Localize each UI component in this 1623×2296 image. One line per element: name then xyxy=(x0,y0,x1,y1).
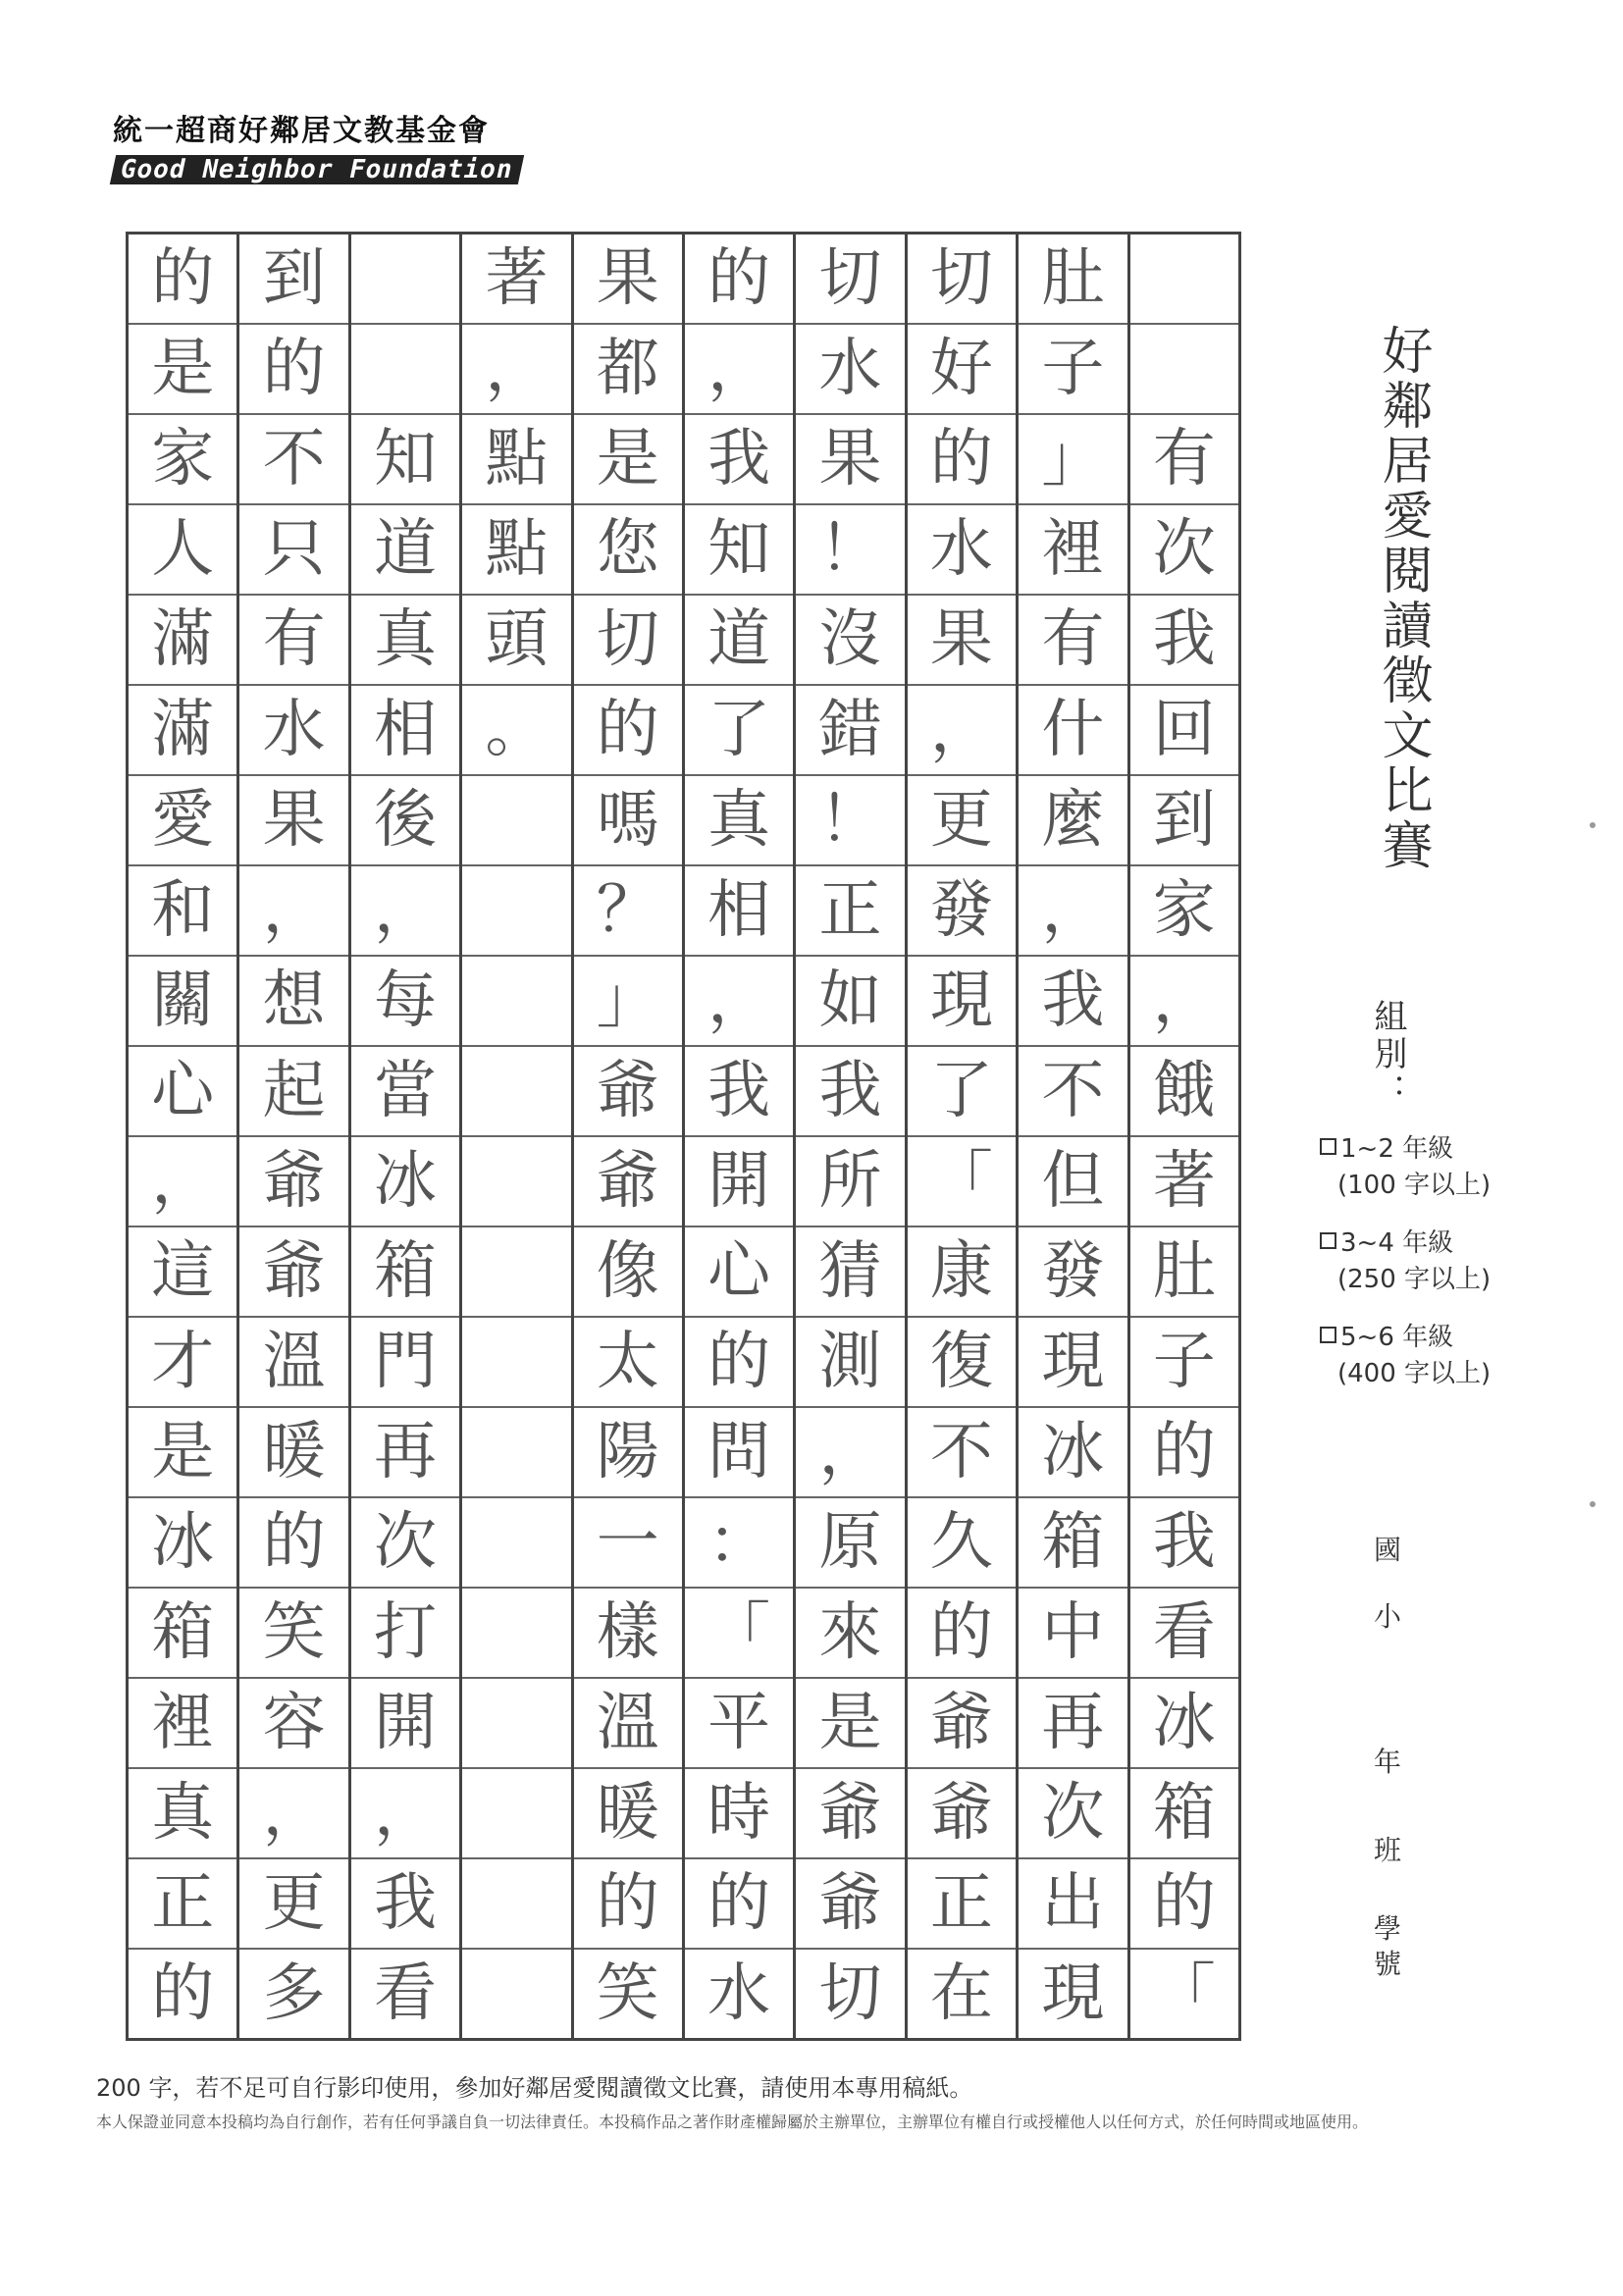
manuscript-cell: 但 xyxy=(1019,1137,1126,1227)
manuscript-cell: 到 xyxy=(239,232,347,325)
manuscript-column xyxy=(1130,232,1241,2041)
manuscript-cell: 的 xyxy=(1130,1408,1238,1498)
manuscript-cell: 的 xyxy=(685,1859,793,1950)
manuscript-column xyxy=(462,232,573,2041)
footer-disclaimer: 本人保證並同意本投稿均為自行創作，若有任何爭議自負一切法律責任。本投稿作品之著作財產權歸屬於主辦單位，主辦單位有權自行或授權他人以任何方式，於任何時間或地區使用。 xyxy=(96,2113,1369,2131)
class-label: 班 xyxy=(1374,1834,1402,1866)
manuscript-cell: ， xyxy=(351,866,459,957)
manuscript-cell: 暖 xyxy=(239,1408,347,1498)
contest-title: 好鄰居愛閱讀徵文比賽 xyxy=(1373,324,1432,873)
manuscript-cell: 麼 xyxy=(1019,776,1126,866)
manuscript-column xyxy=(574,232,685,2041)
manuscript-cell: 猜 xyxy=(796,1227,904,1318)
manuscript-cell: 樣 xyxy=(574,1589,682,1679)
manuscript-cell: 發 xyxy=(1019,1227,1126,1318)
manuscript-cell xyxy=(351,325,459,415)
manuscript-cell: 水 xyxy=(796,325,904,415)
checkbox-icon[interactable] xyxy=(1320,1232,1336,1249)
manuscript-cell: 更 xyxy=(239,1859,347,1950)
manuscript-cell: 不 xyxy=(908,1408,1016,1498)
grade-option-3-4[interactable] xyxy=(1320,1223,1491,1295)
manuscript-cell: 的 xyxy=(239,325,347,415)
manuscript-cell: 次 xyxy=(1130,505,1238,596)
manuscript-cell: 爺 xyxy=(796,1769,904,1859)
manuscript-cell xyxy=(462,1047,570,1137)
manuscript-cell: 道 xyxy=(685,596,793,686)
manuscript-cell: 我 xyxy=(796,1047,904,1137)
manuscript-cell: ： xyxy=(685,1498,793,1589)
manuscript-cell: 裡 xyxy=(1019,505,1126,596)
manuscript-cell: 道 xyxy=(351,505,459,596)
manuscript-cell: 我 xyxy=(685,415,793,505)
manuscript-cell: 著 xyxy=(462,232,570,325)
manuscript-cell: 溫 xyxy=(239,1318,347,1408)
manuscript-cell: 點 xyxy=(462,505,570,596)
manuscript-cell: 中 xyxy=(1019,1589,1126,1679)
manuscript-cell: 久 xyxy=(908,1498,1016,1589)
manuscript-cell: 果 xyxy=(239,776,347,866)
student-number-suffix: 號 xyxy=(1374,1948,1402,1980)
manuscript-cell xyxy=(462,1679,570,1769)
manuscript-cell: 爺 xyxy=(239,1137,347,1227)
manuscript-cell: 爺 xyxy=(574,1137,682,1227)
manuscript-cell: 真 xyxy=(351,596,459,686)
manuscript-cell: 正 xyxy=(129,1859,236,1950)
manuscript-cell: 果 xyxy=(574,232,682,325)
manuscript-cell: 當 xyxy=(351,1047,459,1137)
manuscript-cell: 冰 xyxy=(351,1137,459,1227)
manuscript-cell: 箱 xyxy=(1130,1769,1238,1859)
manuscript-cell: 切 xyxy=(908,232,1016,325)
manuscript-cell: 的 xyxy=(908,415,1016,505)
manuscript-cell xyxy=(1130,232,1238,325)
manuscript-cell: 切 xyxy=(796,232,904,325)
manuscript-cell: ， xyxy=(1130,957,1238,1047)
manuscript-cell: 想 xyxy=(239,957,347,1047)
manuscript-cell: 的 xyxy=(129,1950,236,2041)
manuscript-cell: 真 xyxy=(685,776,793,866)
manuscript-cell: 子 xyxy=(1130,1318,1238,1408)
manuscript-cell: 更 xyxy=(908,776,1016,866)
manuscript-column xyxy=(1019,232,1129,2041)
manuscript-cell xyxy=(462,776,570,866)
manuscript-cell: 如 xyxy=(796,957,904,1047)
organization-header xyxy=(113,106,516,184)
manuscript-cell: 冰 xyxy=(1019,1408,1126,1498)
manuscript-cell: 這 xyxy=(129,1227,236,1318)
manuscript-cell: 都 xyxy=(574,325,682,415)
manuscript-cell: 問 xyxy=(685,1408,793,1498)
manuscript-cell: 。 xyxy=(462,686,570,776)
checkbox-icon[interactable] xyxy=(1320,1138,1336,1155)
manuscript-cell: 」 xyxy=(1019,415,1126,505)
manuscript-cell: 暖 xyxy=(574,1769,682,1859)
manuscript-column xyxy=(685,232,796,2041)
manuscript-cell: ， xyxy=(1019,866,1126,957)
manuscript-cell xyxy=(462,1769,570,1859)
manuscript-cell: 家 xyxy=(1130,866,1238,957)
manuscript-cell: 現 xyxy=(1019,1318,1126,1408)
manuscript-cell: 再 xyxy=(351,1408,459,1498)
manuscript-cell: 什 xyxy=(1019,686,1126,776)
manuscript-cell: 」 xyxy=(574,957,682,1047)
manuscript-cell: 水 xyxy=(239,686,347,776)
manuscript-cell: 現 xyxy=(908,957,1016,1047)
manuscript-cell: 的 xyxy=(574,686,682,776)
manuscript-cell: 箱 xyxy=(1019,1498,1126,1589)
manuscript-cell: 開 xyxy=(351,1679,459,1769)
manuscript-cell: ， xyxy=(239,866,347,957)
manuscript-cell: 冰 xyxy=(1130,1679,1238,1769)
manuscript-cell xyxy=(462,1859,570,1950)
manuscript-cell: 您 xyxy=(574,505,682,596)
manuscript-cell: 出 xyxy=(1019,1859,1126,1950)
manuscript-cell: 次 xyxy=(351,1498,459,1589)
punch-mark xyxy=(1590,822,1596,828)
manuscript-cell: 爺 xyxy=(908,1679,1016,1769)
manuscript-cell: 爺 xyxy=(574,1047,682,1137)
manuscript-cell: ？ xyxy=(574,866,682,957)
manuscript-cell: 笑 xyxy=(574,1950,682,2041)
manuscript-cell: 果 xyxy=(796,415,904,505)
manuscript-cell: 的 xyxy=(685,1318,793,1408)
grade-label: 1~2 年級 xyxy=(1340,1134,1454,1164)
manuscript-cell: 著 xyxy=(1130,1137,1238,1227)
manuscript-cell: 子 xyxy=(1019,325,1126,415)
school-label: 國 xyxy=(1374,1534,1402,1566)
manuscript-cell: 知 xyxy=(685,505,793,596)
manuscript-cell: 肚 xyxy=(1019,232,1126,325)
manuscript-cell: 平 xyxy=(685,1679,793,1769)
manuscript-cell: 果 xyxy=(908,596,1016,686)
manuscript-column xyxy=(908,232,1019,2041)
organization-logo: Good Neighbor Foundation xyxy=(110,155,524,184)
manuscript-cell: 在 xyxy=(908,1950,1016,2041)
manuscript-cell: 沒 xyxy=(796,596,904,686)
manuscript-cell: 「 xyxy=(1130,1950,1238,2041)
manuscript-cell: 爺 xyxy=(908,1769,1016,1859)
manuscript-cell: 錯 xyxy=(796,686,904,776)
grade-option-1-2[interactable] xyxy=(1320,1128,1491,1201)
manuscript-cell: 再 xyxy=(1019,1679,1126,1769)
manuscript-cell: 嗎 xyxy=(574,776,682,866)
manuscript-cell: 心 xyxy=(685,1227,793,1318)
manuscript-cell: 康 xyxy=(908,1227,1016,1318)
manuscript-cell: 有 xyxy=(239,596,347,686)
manuscript-cell: 測 xyxy=(796,1318,904,1408)
grade-min-words: (100 字以上) xyxy=(1337,1171,1492,1200)
manuscript-cell: 關 xyxy=(129,957,236,1047)
manuscript-cell: 次 xyxy=(1019,1769,1126,1859)
manuscript-column xyxy=(351,232,462,2041)
organization-name: 統一超商好鄰居文教基金會 xyxy=(113,114,490,148)
manuscript-cell: 水 xyxy=(908,505,1016,596)
manuscript-cell: 發 xyxy=(908,866,1016,957)
manuscript-cell: 知 xyxy=(351,415,459,505)
grade-options xyxy=(1320,1128,1491,1411)
manuscript-cell xyxy=(462,1227,570,1318)
manuscript-cell: 切 xyxy=(796,1950,904,2041)
manuscript-cell: 和 xyxy=(129,866,236,957)
manuscript-cell: 家 xyxy=(129,415,236,505)
manuscript-cell: 是 xyxy=(574,415,682,505)
manuscript-cell: ， xyxy=(685,325,793,415)
grade-year-label: 年 xyxy=(1374,1746,1402,1778)
manuscript-cell: 的 xyxy=(1130,1859,1238,1950)
manuscript-cell: 箱 xyxy=(129,1589,236,1679)
student-number-label: 學 xyxy=(1374,1912,1402,1945)
grade-label: 5~6 年級 xyxy=(1340,1323,1454,1352)
manuscript-cell: 後 xyxy=(351,776,459,866)
grade-min-words: (250 字以上) xyxy=(1337,1265,1492,1294)
manuscript-cell: 一 xyxy=(574,1498,682,1589)
manuscript-cell: 正 xyxy=(796,866,904,957)
manuscript-cell: 回 xyxy=(1130,686,1238,776)
footer-note: 200 字，若不足可自行影印使用，參加好鄰居愛閱讀徵文比賽，請使用本專用稿紙。 xyxy=(96,2074,973,2102)
grade-option-5-6[interactable] xyxy=(1320,1317,1491,1389)
manuscript-cell: 箱 xyxy=(351,1227,459,1318)
manuscript-column xyxy=(239,232,350,2041)
manuscript-cell: 我 xyxy=(1130,596,1238,686)
manuscript-cell: 到 xyxy=(1130,776,1238,866)
manuscript-cell: 愛 xyxy=(129,776,236,866)
manuscript-cell: ， xyxy=(685,957,793,1047)
manuscript-cell: 只 xyxy=(239,505,347,596)
manuscript-cell: 來 xyxy=(796,1589,904,1679)
manuscript-cell: 所 xyxy=(796,1137,904,1227)
manuscript-cell: 心 xyxy=(129,1047,236,1137)
manuscript-cell xyxy=(462,1589,570,1679)
manuscript-cell: 爺 xyxy=(239,1227,347,1318)
manuscript-cell: 才 xyxy=(129,1318,236,1408)
manuscript-cell: 起 xyxy=(239,1047,347,1137)
manuscript-cell: 裡 xyxy=(129,1679,236,1769)
grade-min-words: (400 字以上) xyxy=(1337,1359,1492,1388)
manuscript-cell: ， xyxy=(129,1137,236,1227)
manuscript-cell xyxy=(1130,325,1238,415)
manuscript-cell: 多 xyxy=(239,1950,347,2041)
manuscript-cell: 不 xyxy=(239,415,347,505)
manuscript-cell: 「 xyxy=(908,1137,1016,1227)
manuscript-cell: 的 xyxy=(574,1859,682,1950)
manuscript-cell: 相 xyxy=(685,866,793,957)
manuscript-cell: 門 xyxy=(351,1318,459,1408)
manuscript-grid xyxy=(126,232,1241,2041)
manuscript-cell: 有 xyxy=(1019,596,1126,686)
manuscript-cell: 相 xyxy=(351,686,459,776)
manuscript-cell: ， xyxy=(351,1769,459,1859)
manuscript-cell: 看 xyxy=(351,1950,459,2041)
manuscript-cell: 人 xyxy=(129,505,236,596)
manuscript-cell: 我 xyxy=(351,1859,459,1950)
manuscript-cell: ！ xyxy=(796,776,904,866)
manuscript-column xyxy=(796,232,907,2041)
manuscript-cell: 是 xyxy=(129,325,236,415)
manuscript-cell: 原 xyxy=(796,1498,904,1589)
manuscript-cell xyxy=(462,1950,570,2041)
punch-mark xyxy=(1590,1501,1596,1507)
manuscript-cell: 我 xyxy=(685,1047,793,1137)
manuscript-cell: 好 xyxy=(908,325,1016,415)
manuscript-cell: 溫 xyxy=(574,1679,682,1769)
manuscript-cell: 正 xyxy=(908,1859,1016,1950)
manuscript-cell: ， xyxy=(796,1408,904,1498)
manuscript-cell: 容 xyxy=(239,1679,347,1769)
manuscript-cell: 的 xyxy=(908,1589,1016,1679)
manuscript-cell: 時 xyxy=(685,1769,793,1859)
manuscript-cell: 是 xyxy=(796,1679,904,1769)
manuscript-cell xyxy=(462,866,570,957)
school-suffix: 小 xyxy=(1374,1600,1402,1633)
manuscript-cell xyxy=(462,1137,570,1227)
manuscript-cell: 點 xyxy=(462,415,570,505)
manuscript-cell xyxy=(462,1318,570,1408)
manuscript-cell: 有 xyxy=(1130,415,1238,505)
manuscript-cell: 的 xyxy=(129,232,236,325)
manuscript-cell: 滿 xyxy=(129,596,236,686)
manuscript-cell: ， xyxy=(908,686,1016,776)
manuscript-cell: 每 xyxy=(351,957,459,1047)
manuscript-cell xyxy=(462,1408,570,1498)
manuscript-cell: 餓 xyxy=(1130,1047,1238,1137)
manuscript-cell: 「 xyxy=(685,1589,793,1679)
manuscript-cell: 太 xyxy=(574,1318,682,1408)
manuscript-cell: 冰 xyxy=(129,1498,236,1589)
manuscript-cell: 我 xyxy=(1130,1498,1238,1589)
manuscript-cell xyxy=(462,957,570,1047)
manuscript-cell: 爺 xyxy=(796,1859,904,1950)
manuscript-cell: 笑 xyxy=(239,1589,347,1679)
manuscript-cell xyxy=(351,232,459,325)
manuscript-cell: 了 xyxy=(908,1047,1016,1137)
manuscript-cell: 真 xyxy=(129,1769,236,1859)
manuscript-cell: 打 xyxy=(351,1589,459,1679)
manuscript-cell: 像 xyxy=(574,1227,682,1318)
manuscript-cell: 的 xyxy=(685,232,793,325)
manuscript-cell: ！ xyxy=(796,505,904,596)
manuscript-cell: 肚 xyxy=(1130,1227,1238,1318)
manuscript-column xyxy=(129,232,239,2041)
manuscript-cell: 現 xyxy=(1019,1950,1126,2041)
manuscript-cell: ， xyxy=(462,325,570,415)
manuscript-cell: 不 xyxy=(1019,1047,1126,1137)
manuscript-cell xyxy=(462,1498,570,1589)
manuscript-cell: 看 xyxy=(1130,1589,1238,1679)
manuscript-cell: 我 xyxy=(1019,957,1126,1047)
manuscript-cell: 開 xyxy=(685,1137,793,1227)
manuscript-cell: 復 xyxy=(908,1318,1016,1408)
checkbox-icon[interactable] xyxy=(1320,1327,1336,1343)
manuscript-cell: 滿 xyxy=(129,686,236,776)
manuscript-cell: 頭 xyxy=(462,596,570,686)
manuscript-cell: 切 xyxy=(574,596,682,686)
manuscript-cell: 陽 xyxy=(574,1408,682,1498)
manuscript-cell: 的 xyxy=(239,1498,347,1589)
manuscript-cell: 了 xyxy=(685,686,793,776)
grade-label: 3~4 年級 xyxy=(1340,1228,1454,1258)
manuscript-cell: ， xyxy=(239,1769,347,1859)
manuscript-cell: 是 xyxy=(129,1408,236,1498)
manuscript-cell: 水 xyxy=(685,1950,793,2041)
group-label: 組別： xyxy=(1368,999,1407,1111)
